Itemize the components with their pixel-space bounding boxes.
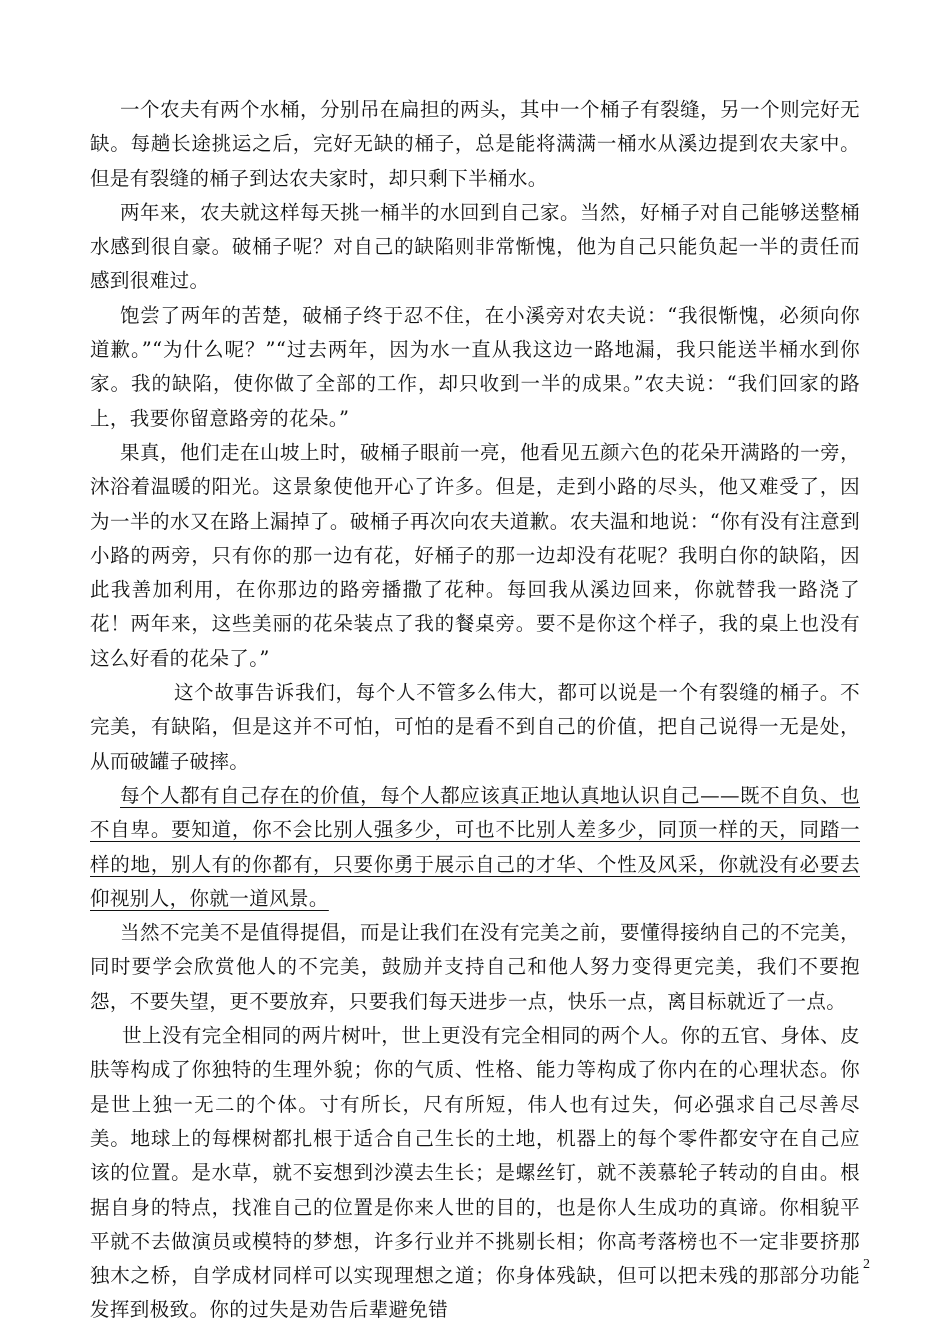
paragraph-apology: 饱尝了两年的苦楚，破桶子终于忍不住，在小溪旁对农夫说：“我很惭愧，必须向你道歉。”“为什么呢？”“过去两年，因为水一直从我这边一路地漏，我只能送半桶水到你家。我的缺陷，使你做了全部的工作，却只收到一半的成果。”农夫说：“我们回家的路上，我要你留意路旁的花朵。” — [90, 303, 860, 430]
paragraph-unique: 世上没有完全相同的两片树叶，世上更没有完全相同的两个人。你的五官、身体、皮肤等构成了你独特的生理外貌；你的气质、性格、能力等构成了你内在的心理状态。你是世上独一无二的个体。寸有所长，尺有所短，伟人也有过失，何必强求自己尽善尽美。地球上的每棵树都扎根于适合自己生长的土地，机器上的每个零件都安守在自己应该的位置。是水草，就不妄想到沙漠去生长；是螺丝钉，就不羡慕轮子转动的自由。根据自身的特点，找准自己的位置是你来人世的目的，也是你人生成功的真谛。你相貌平平就不去做演员或模特的梦想，许多行业并不挑剔长相；你高考落榜也不一定非要挤那独木之桥，自学成材同样可以实现理想之道；你身体残缺，但可以把未残的那部分功能发挥到极致。你的过失是劝告后辈避免错 — [90, 1024, 860, 1322]
paragraph-self-worth-underlined: 每个人都有自己存在的价值，每个人都应该真正地认真地认识自己——既不自负、也不自卑。要知道，你不会比别人强多少，可也不比别人差多少，同顶一样的天，同踏一样的地，别人有的你都有，只要你勇于展示自己的才华、个性及风采，你就没有必要去仰视别人，你就一道风景。 — [90, 783, 860, 910]
paragraph-imperfection: 当然不完美不是值得提倡，而是让我们在没有完美之前，要懂得接纳自己的不完美，同时要学会欣赏他人的不完美，鼓励并支持自己和他人努力变得更完美，我们不要抱怨，不要失望，更不要放弃，只要我们每天进步一点，快乐一点，离目标就近了一点。 — [90, 921, 860, 1013]
paragraph-farmer-buckets: 一个农夫有两个水桶，分别吊在扁担的两头，其中一个桶子有裂缝，另一个则完好无缺。每趟长途挑运之后，完好无缺的桶子，总是能将满满一桶水从溪边提到农夫家中。但是有裂缝的桶子到达农夫家时，却只剩下半桶水。 — [90, 98, 860, 190]
paragraph-two-years: 两年来，农夫就这样每天挑一桶半的水回到自己家。当然，好桶子对自己能够送整桶水感到很自豪。破桶子呢？对自己的缺陷则非常惭愧，他为自己只能负起一半的责任而感到很难过。 — [90, 200, 860, 293]
page-number: 2 — [863, 1257, 870, 1272]
paragraph-lesson: 这个故事告诉我们，每个人不管多么伟大，都可以说是一个有裂缝的桶子。不完美，有缺陷，但是这并不可怕，可怕的是看不到自己的价值，把自己说得一无是处，从而破罐子破摔。 — [90, 681, 860, 773]
document-body — [90, 93, 860, 1328]
paragraph-flowers: 果真，他们走在山坡上时，破桶子眼前一亮，他看见五颜六色的花朵开满路的一旁，沐浴着温暖的阳光。这景象使他开心了许多。但是，走到小路的尽头，他又难受了，因为一半的水又在路上漏掉了。破桶子再次向农夫道歉。农夫温和地说：“你有没有注意到小路的两旁，只有你的那一边有花，好桶子的那一边却没有花呢？我明白你的缺陷，因此我善加利用，在你那边的路旁播撒了花种。每回我从溪边回来，你就替我一路浇了花！两年来，这些美丽的花朵装点了我的餐桌旁。要不是你这个样子，我的桌上也没有这么好看的花朵了。” — [90, 440, 860, 670]
